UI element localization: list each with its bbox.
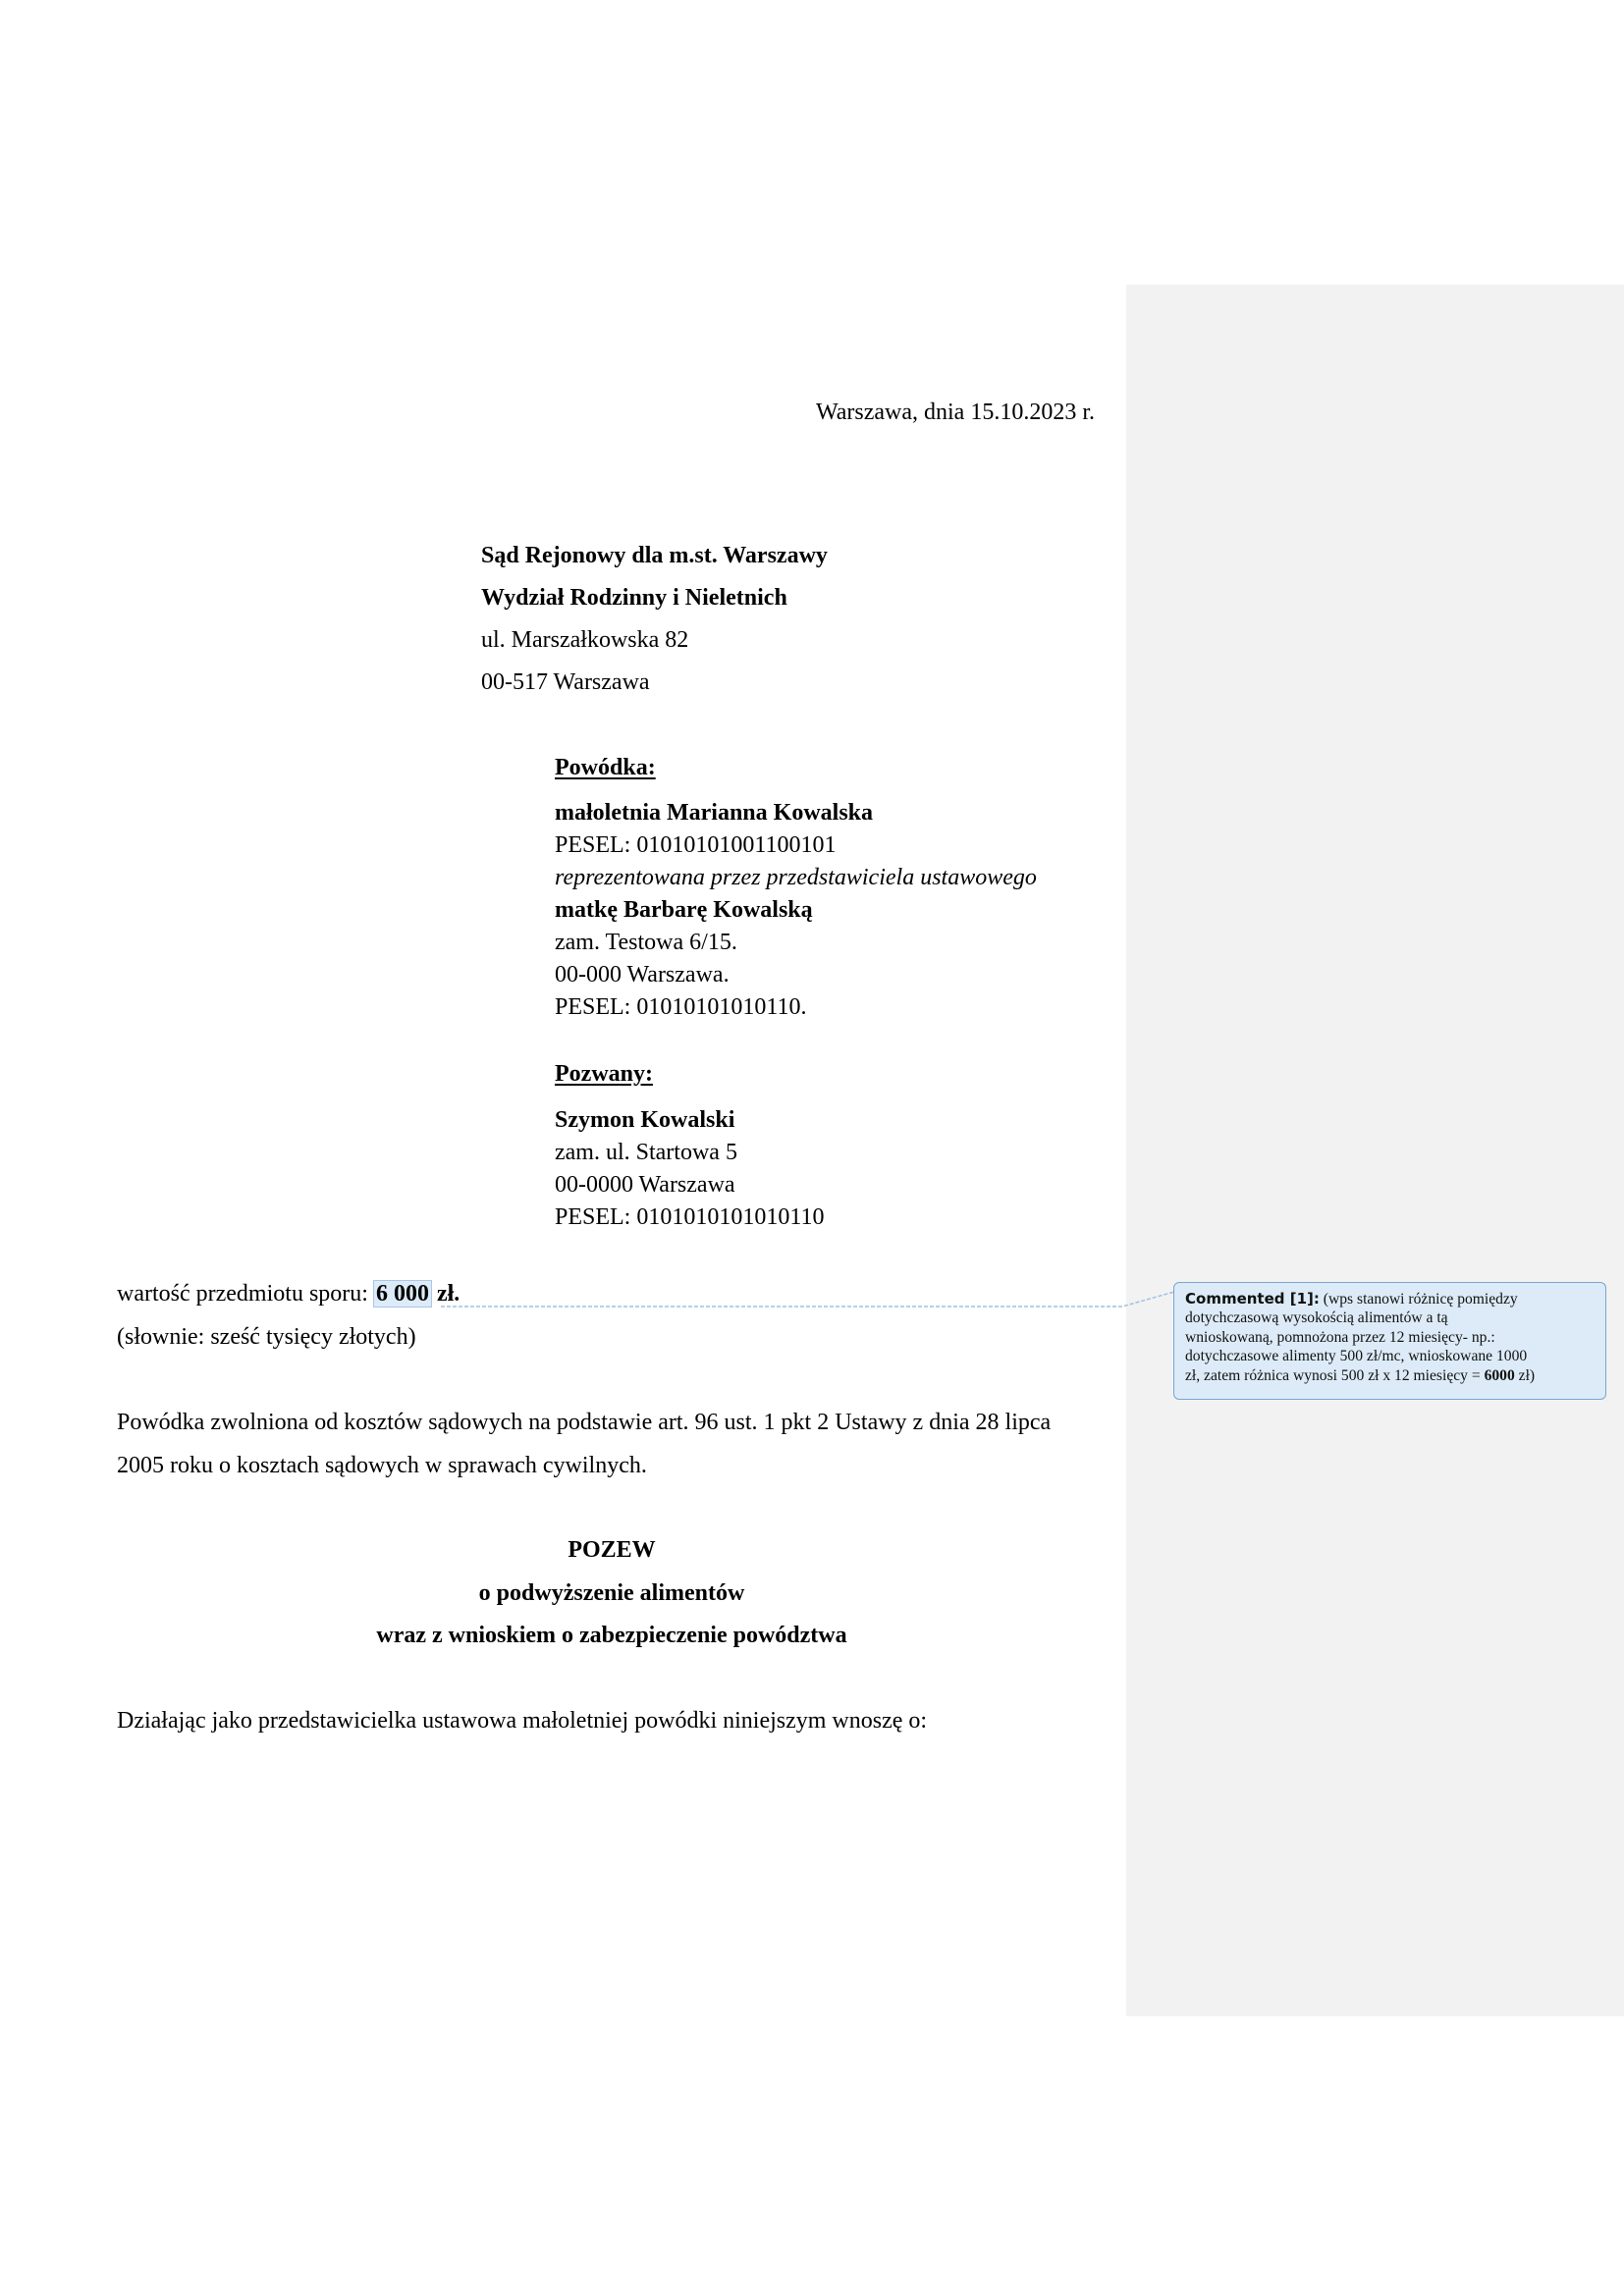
comment-text-line: dotychczasowe alimenty 500 zł/mc, wnioskowane 1000	[1185, 1348, 1528, 1365]
defendant-name: Szymon Kowalski	[555, 1107, 735, 1133]
dispute-value-words: (słownie: sześć tysięcy złotych)	[117, 1324, 416, 1350]
plaintiff-representative: matkę Barbarę Kowalską	[555, 897, 813, 923]
comment-text-line: zł, zatem różnica wynosi 500 zł x 12 miesięcy =	[1185, 1366, 1485, 1384]
defendant-address-city: 00-0000 Warszawa	[555, 1172, 735, 1198]
court-division: Wydział Rodzinny i Nieletnich	[481, 585, 787, 611]
plaintiff-address-city: 00-000 Warszawa.	[555, 962, 730, 988]
comment-text-line: wnioskowaną, pomnożona przez 12 miesięcy- np.:	[1185, 1328, 1495, 1346]
court-street: ul. Marszałkowska 82	[481, 627, 689, 653]
document-subtitle-2: wraz z wnioskiem o zabezpieczenie powództwa	[376, 1623, 847, 1648]
defendant-heading: Pozwany:	[555, 1061, 653, 1087]
exemption-line-1: Powódka zwolniona od kosztów sądowych na podstawie art. 96 ust. 1 pkt 2 Ustawy z dnia 28 lipca	[117, 1410, 1052, 1435]
plaintiff-name: małoletnia Marianna Kowalska	[555, 800, 874, 826]
defendant-address-street: zam. ul. Startowa 5	[555, 1140, 737, 1165]
comment-balloon[interactable]	[1173, 1282, 1606, 1400]
exemption-line-2: 2005 roku o kosztach sądowych w sprawach cywilnych.	[117, 1453, 647, 1478]
document-subtitle: o podwyższenie alimentów	[478, 1580, 745, 1606]
plaintiff-pesel: PESEL: 01010101001100101	[555, 832, 837, 858]
representative-pesel: PESEL: 01010101010110.	[555, 994, 807, 1020]
dispute-value-unit: zł.	[430, 1281, 460, 1307]
defendant-pesel: PESEL: 0101010101010110	[555, 1204, 825, 1230]
plaintiff-represented-by: reprezentowana przez przedstawiciela ustawowego	[555, 865, 1037, 890]
date-line: Warszawa, dnia 15.10.2023 r.	[816, 400, 1095, 425]
comment-label: Commented [1]:	[1185, 1290, 1320, 1308]
comment-text-end: zł)	[1514, 1366, 1536, 1384]
commented-highlight[interactable]: 6 000	[375, 1281, 429, 1307]
comment-text-line: (wps stanowi różnicę pomiędzy	[1323, 1291, 1518, 1308]
plaintiff-heading: Powódka:	[555, 755, 656, 780]
comment-amount: 6000	[1484, 1366, 1515, 1384]
intro-paragraph: Działając jako przedstawicielka ustawowa małoletniej powódki niniejszym wnoszę o:	[117, 1708, 928, 1734]
comment-text-line: dotychczasową wysokością alimentów a tą	[1185, 1309, 1448, 1327]
plaintiff-address-street: zam. Testowa 6/15.	[555, 930, 737, 955]
document-title: POZEW	[568, 1537, 656, 1563]
dispute-value-line	[117, 1282, 460, 1306]
court-city: 00-517 Warszawa	[481, 669, 650, 695]
court-name: Sąd Rejonowy dla m.st. Warszawy	[481, 543, 828, 568]
dispute-value-label: wartość przedmiotu sporu:	[117, 1281, 374, 1307]
